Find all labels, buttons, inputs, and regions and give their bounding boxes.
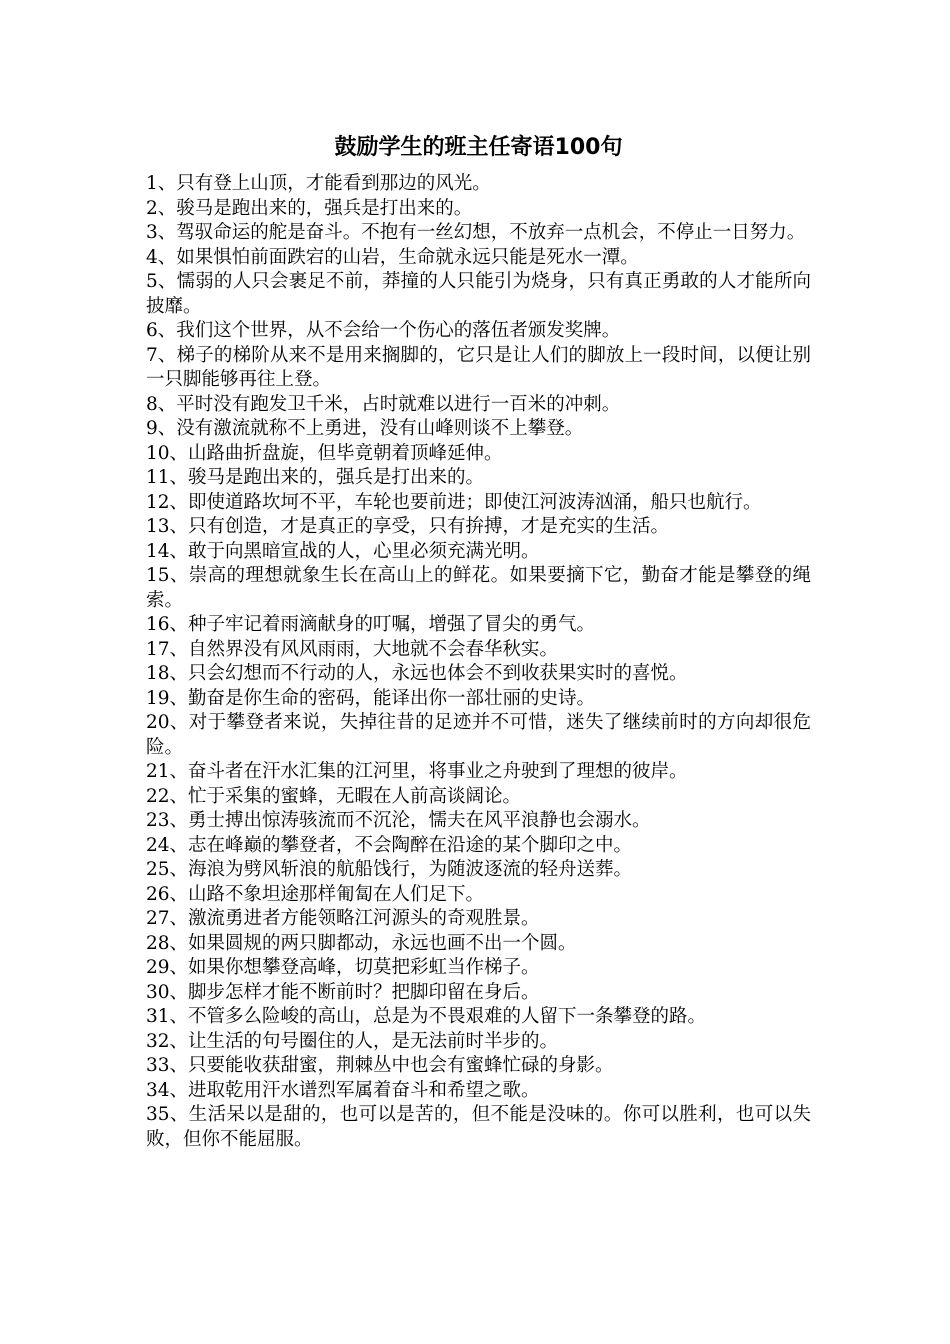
list-item: 28、如果圆规的两只脚都动，永远也画不出一个圆。 [146,932,577,954]
list-item: 35、生活呆以是甜的，也可以是苦的，但不能是没味的。你可以胜利，也可以失败，但你不能屈服。 [146,1104,811,1150]
list-item: 12、即使道路坎坷不平，车轮也要前进；即使江河波涛汹涌，船只也航行。 [146,491,762,513]
list-item: 11、骏马是跑出来的，强兵是打出来的。 [146,467,485,488]
list-item: 33、只要能收获甜蜜，荆棘丛中也会有蜜蜂忙碌的身影。 [146,1055,614,1076]
list-item: 16、种子牢记着雨滴献身的叮嘱，增强了冒尖的勇气。 [146,614,596,635]
list-item: 20、对于攀登者来说，失掉往昔的足迹并不可惜，迷失了继续前时的方向却很危险。 [146,712,811,758]
list-item: 10、山路曲折盘旋，但毕竟朝着顶峰延伸。 [146,442,503,464]
list-item: 4、如果惧怕前面跌宕的山岩，生命就永远只能是死水一潭。 [146,246,639,268]
document-title: 鼓励学生的班主任寄语100句 [334,135,623,160]
list-item: 18、只会幻想而不行动的人，永远也体会不到收获果实时的喜悦。 [146,663,688,684]
list-item: 27、激流勇进者方能领略江河源头的奇观胜景。 [146,908,540,929]
list-item: 17、自然界没有风风雨雨，大地就不会春华秋实。 [146,638,559,660]
list-item: 22、忙于采集的蜜蜂，无暇在人前高谈阔论。 [146,785,522,807]
list-item: 26、山路不象坦途那样匍匐在人们足下。 [146,883,485,905]
list-item: 19、勤奋是你生命的密码，能译出你一部壮丽的史诗。 [146,687,596,709]
list-item: 13、只有创造，才是真正的享受，只有拚搏，才是充实的生活。 [146,516,670,537]
list-item: 14、敢于向黑暗宣战的人，心里必须充满光明。 [146,540,540,562]
list-item: 30、脚步怎样才能不断前时？把脚印留在身后。 [146,981,540,1003]
list-item: 7、梯子的梯阶从来不是用来搁脚的，它只是让人们的脚放上一段时间，以便让别一只脚能够再往上登。 [146,344,811,390]
list-item: 1、只有登上山顶，才能看到那边的风光。 [146,173,491,194]
list-item: 9、没有激流就称不上勇进，没有山峰则谈不上攀登。 [146,418,584,439]
list-item: 15、崇高的理想就象生长在高山上的鲜花。如果要摘下它，勤奋才能是攀登的绳索。 [146,565,811,611]
list-item: 2、骏马是跑出来的，强兵是打出来的。 [146,197,473,219]
list-item: 32、让生活的句号圈住的人，是无法前时半步的。 [146,1030,559,1052]
document-page [146,132,811,1152]
list-item: 34、进取乾用汗水谱烈军属着奋斗和希望之歌。 [146,1079,540,1101]
quote-list [146,172,811,1152]
list-item: 6、我们这个世界，从不会给一个伤心的落伍者颁发奖牌。 [146,320,621,341]
list-item: 8、平时没有跑发卫千米，占时就难以进行一百米的冲刺。 [146,393,621,415]
list-item: 31、不管多么险峻的高山，总是为不畏艰难的人留下一条攀登的路。 [146,1006,707,1027]
list-item: 5、懦弱的人只会裹足不前，莽撞的人只能引为烧身，只有真正勇敢的人才能所向披靡。 [146,271,811,317]
list-item: 25、海浪为劈风斩浪的航船饯行，为随波逐流的轻舟送葬。 [146,859,633,880]
list-item: 23、勇士搏出惊涛骇流而不沉沦，懦夫在风平浪静也会溺水。 [146,810,651,831]
list-item: 29、如果你想攀登高峰，切莫把彩虹当作梯子。 [146,957,540,978]
list-item: 21、奋斗者在汗水汇集的江河里，将事业之舟驶到了理想的彼岸。 [146,761,688,782]
list-item: 24、志在峰巅的攀登者，不会陶醉在沿途的某个脚印之中。 [146,834,633,856]
list-item: 3、驾驭命运的舵是奋斗。不抱有一丝幻想，不放弃一点机会，不停止一日努力。 [146,222,806,243]
